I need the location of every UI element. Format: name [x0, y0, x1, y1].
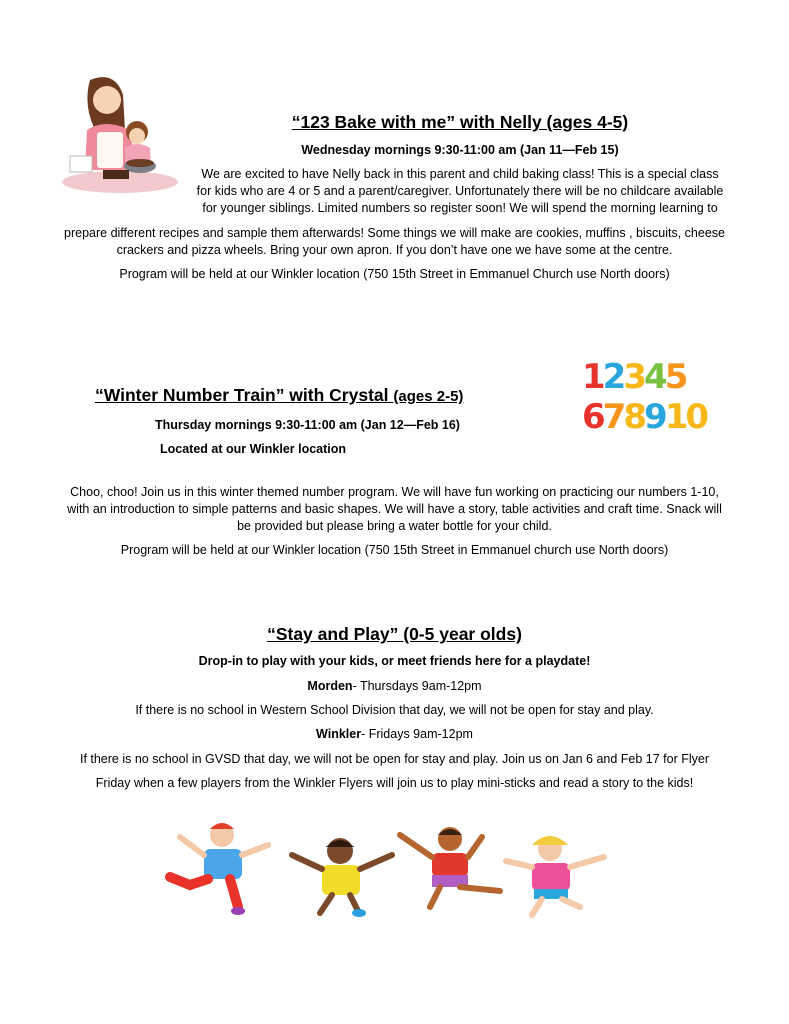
kid-figure — [292, 838, 392, 917]
morden-time: - Thursdays 9am-12pm — [352, 679, 482, 693]
numbers-illustration — [582, 358, 722, 442]
bake-paragraph-line: crackers and pizza wheels. Bring your own apron. If you don’t have one we have some at the centre. — [116, 243, 673, 257]
train-located: Located at our Winkler location — [160, 442, 347, 456]
winkler-note: If there is no school in GVSD that day, we will not be open for stay and play. Join us on Jan 6 and Feb 17 for Flyer — [79, 752, 710, 766]
train-location: Program will be held at our Winkler location (750 15th Street in Emmanuel church use North doors) — [120, 543, 669, 557]
winkler-label: Winkler — [316, 727, 362, 741]
dancing-kids-illustration — [160, 815, 620, 920]
winkler-schedule — [0, 726, 789, 743]
number-1: 1 — [582, 357, 603, 397]
train-paragraph-line: be provided but please bring a water bottle for your child. — [237, 519, 552, 533]
train-title-ages: (ages 2-5) — [393, 388, 464, 405]
train-title — [95, 385, 463, 406]
number-9: 9 — [644, 397, 665, 437]
bake-title: “123 Bake with me” with Nelly (ages 4-5) — [291, 112, 629, 132]
number-3: 3 — [623, 357, 645, 397]
numbers-row-1 — [582, 358, 722, 396]
bake-location: Program will be held at our Winkler location (750 15th Street in Emmanuel Church use North doors) — [119, 267, 670, 281]
morden-note: If there is no school in Western School Division that day, we will not be open for stay and play. — [135, 703, 654, 717]
train-paragraph-line: with an introduction to simple patterns and basic shapes. We will have a story, table activities and craft time. Snack will — [67, 502, 722, 516]
bake-paragraph-line: for younger siblings. Limited numbers so register soon! We will spend the morning learning to — [202, 201, 718, 215]
number-7: 7 — [602, 397, 624, 437]
stay-dropin: Drop-in to play with your kids, or meet friends here for a playdate! — [198, 654, 591, 668]
number-5: 5 — [664, 357, 686, 397]
morden-schedule — [0, 678, 789, 695]
baking-illustration — [55, 70, 180, 195]
train-schedule: Thursday mornings 9:30-11:00 am (Jan 12—Feb 16) — [155, 418, 460, 432]
number-8: 8 — [623, 397, 645, 437]
number-2: 2 — [602, 357, 624, 397]
morden-label: Morden — [307, 679, 353, 693]
number-6: 6 — [582, 397, 603, 437]
train-title-main: “Winter Number Train” with Crystal — [95, 385, 389, 405]
winkler-note: Friday when a few players from the Winkler Flyers will join us to play mini-sticks and read a story to the kids! — [95, 776, 694, 790]
bake-paragraph-line: for kids who are 4 or 5 and a parent/caregiver. Unfortunately there will be no childcare available — [196, 184, 724, 198]
kid-figure — [400, 827, 500, 907]
numbers-row-2 — [582, 396, 722, 438]
bake-schedule: Wednesday mornings 9:30-11:00 am (Jan 11—Feb 15) — [301, 143, 619, 157]
stay-title: “Stay and Play” (0-5 year olds) — [267, 624, 522, 644]
number-4: 4 — [644, 357, 665, 397]
train-paragraph-line: Choo, choo! Join us in this winter themed number program. We will have fun working on practicing our numbers 1-10, — [70, 485, 719, 499]
number-10: 10 — [664, 397, 707, 437]
kid-figure — [170, 823, 268, 915]
winkler-time: - Fridays 9am-12pm — [361, 727, 473, 741]
bake-paragraph-line: prepare different recipes and sample them afterwards! Some things we will make are cookies, muffins , biscuits, cheese — [64, 226, 725, 240]
kid-figure — [506, 836, 604, 915]
bake-paragraph-line: We are excited to have Nelly back in this parent and child baking class! This is a special class — [201, 167, 719, 181]
